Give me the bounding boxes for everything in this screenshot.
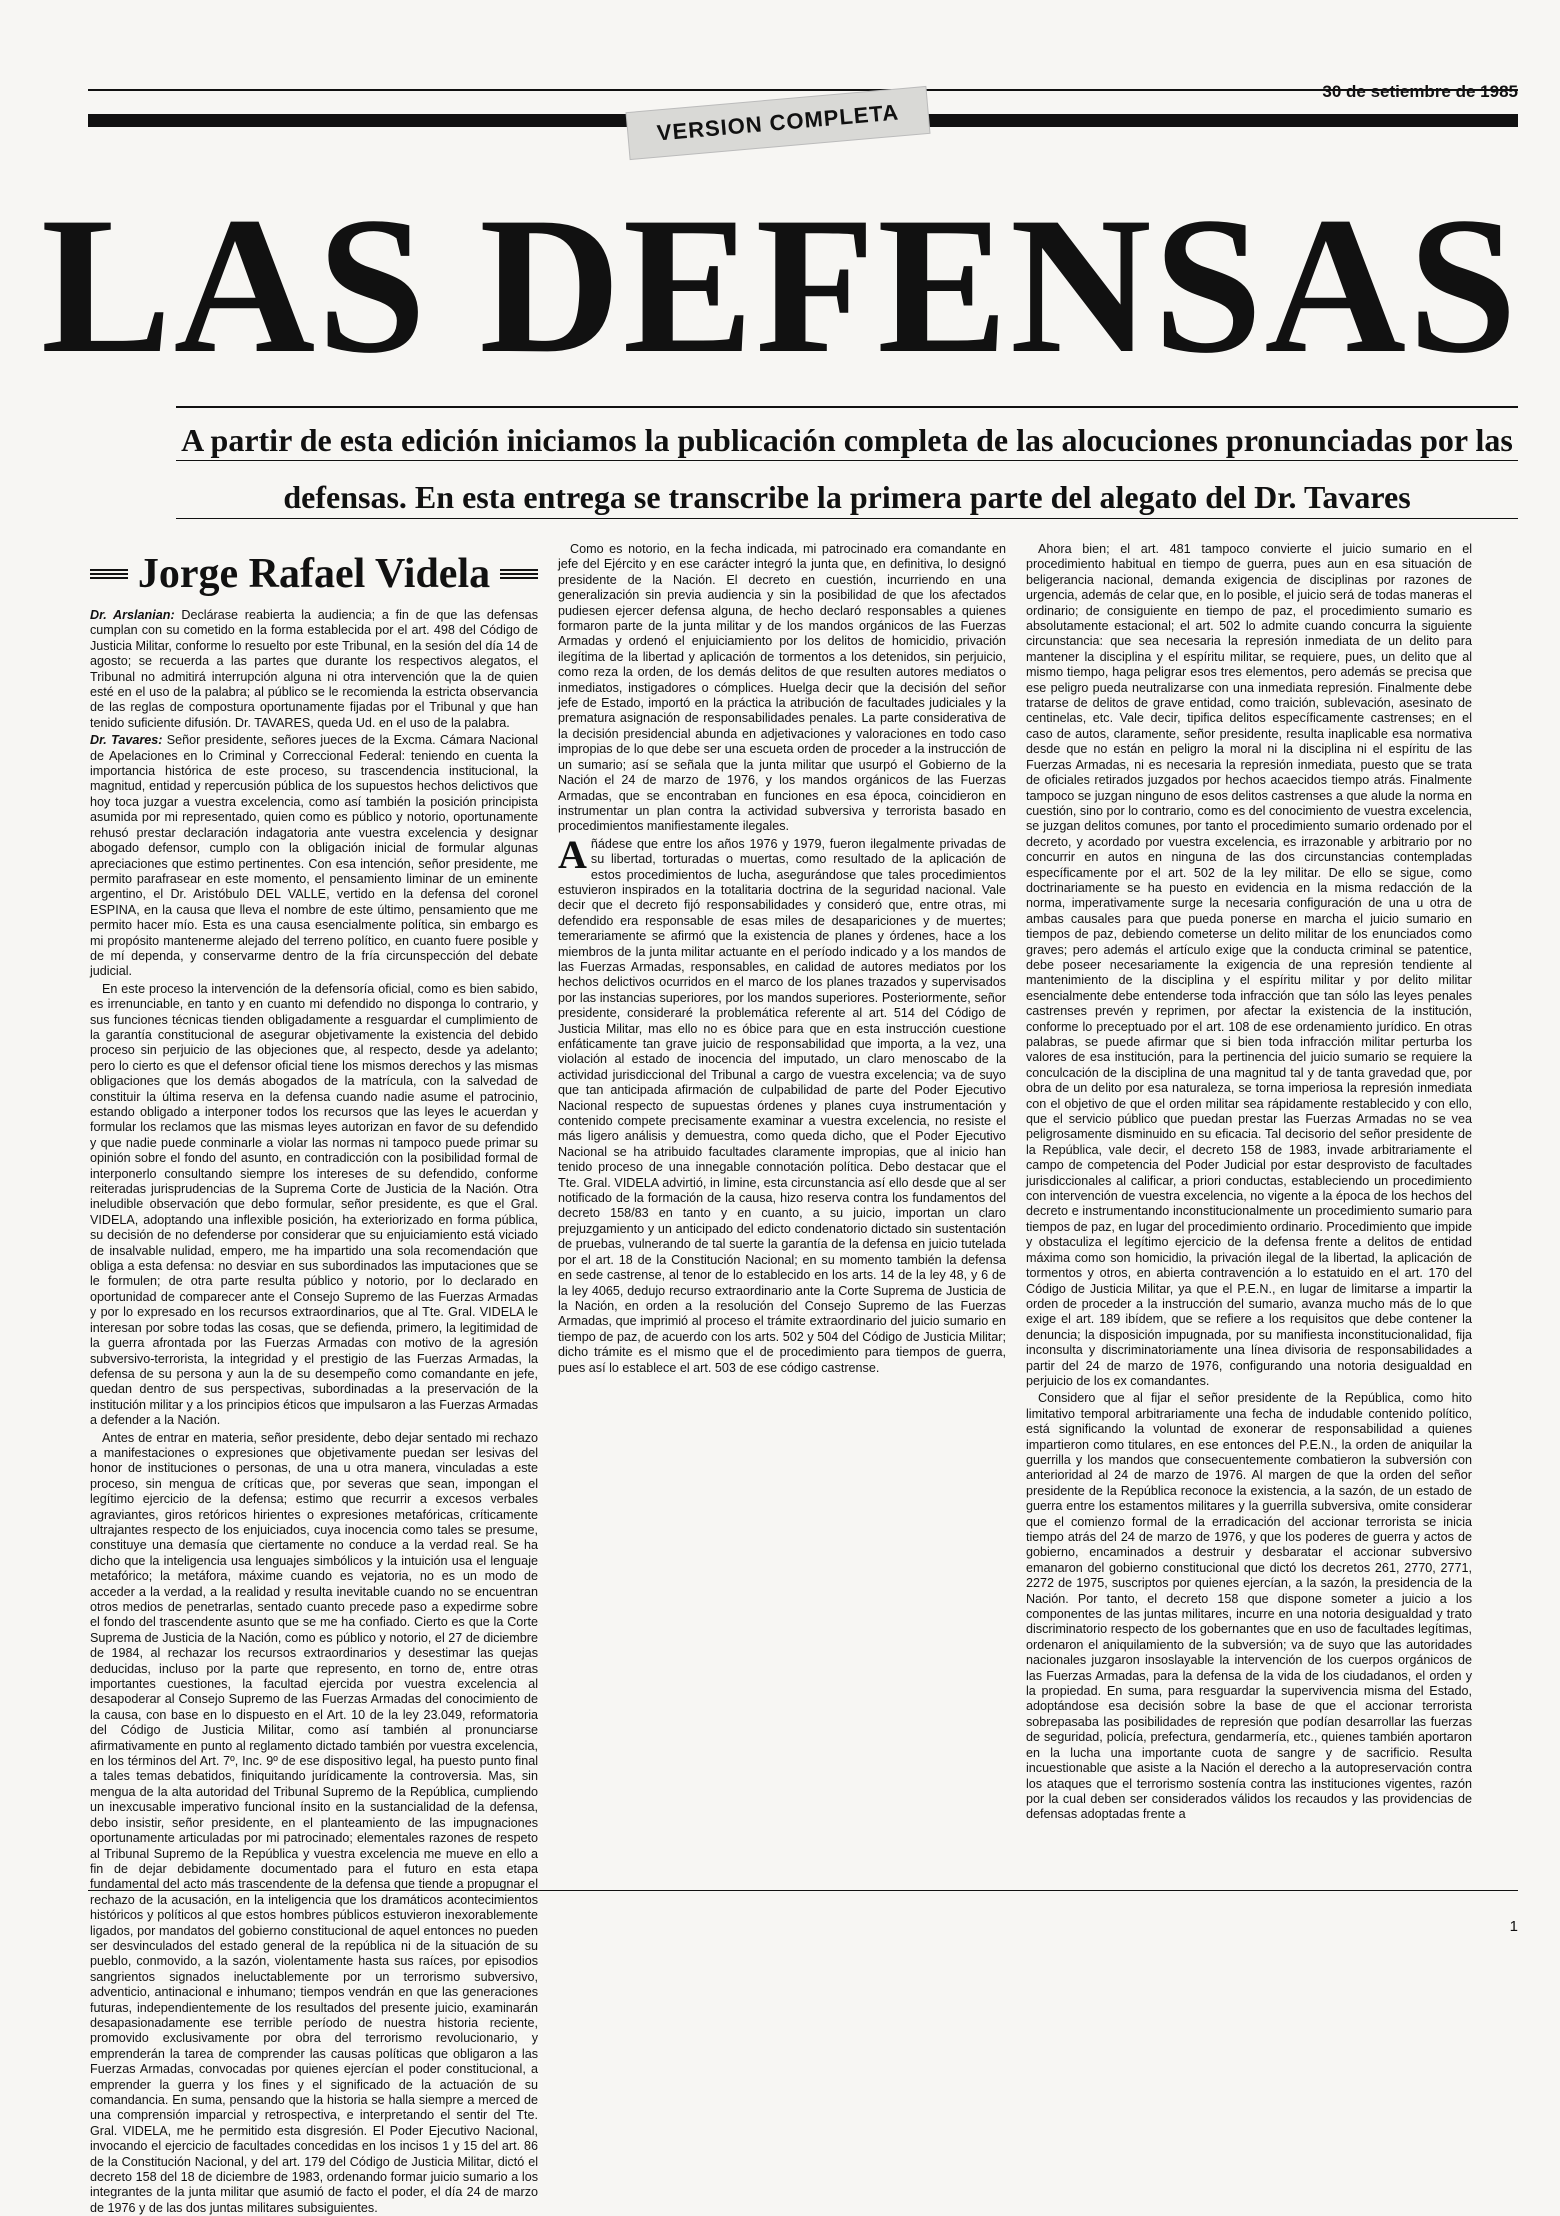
page-number: 1 bbox=[1509, 1918, 1518, 1935]
paragraph: Ahora bien; el art. 481 tampoco convierte el juicio sumario en el procedimiento habitual en tiempo de guerra, pues aun en esa situación de beligerancia nacional, demanda exigencia de disciplinas por razones de urgencia, además de celar que, en lo posible, el juicio será de todas maneras el ordinario; de consiguiente en tiempo de paz, el procedimiento sumario es absolutamente estacional; el art. 502 lo admite cuando concurra la siguiente circunstancia: que sea necesaria la represión inmediata de un delito para mantener la disciplina y el espíritu militar, se requiere, pues, un delito que al mismo tiempo, haga peligrar esos tres elementos, pero además se precisa que ese peligro pueda neutralizarse con una inmediata represión. Finalmente debe tratarse de delitos de grave entidad, como traición, sublevación, asesinato de centinelas, etc. Vale decir, tipifica delitos específicamente castrenses; en el caso de autos, claramente, señor presidente, resulta inaplicable esa normativa desde que no están en peligro la moral ni la disciplina ni el espíritu de las Fuerzas Armadas, ni es necesaria la represión inmediata, puesto que se trata de oficiales retirados juzgados por hechos acaecidos tiempo atrás. Finalmente tampoco se juzgan ninguno de esos delitos castrenses a que alude la norma en cuestión, sino por lo contrario, como es del conocimiento de vuestra excelencia, se juzgan delitos comunes, por tanto el procedimiento sumario ordenado por el decreto, y acordado por vuestra excelencia, es irrazonable y arbitrario por no concurrir en autos en ninguna de las dos circunstancias contempladas específicamente por el art. 502 de la ley militar. De ello se sigue, como doctrinariamente se ha puesto en evidencia en la misma redacción de la norma, imperativamente surge la necesaria configuración de una u otra de ambas causales para que pueda ponerse en marcha el juicio sumario en tiempos de paz, debiendo cometerse un delito militar de los enunciados como graves; pero además el artículo exige que la conducta criminal se patentice, debe poseer necesariamente la exigencia de una represión tendiente al mantenimiento de la disciplina y el espíritu militar y por delito militar esencialmente debe entenderse toda infracción que tan sólo las leyes penales castrenses prevén y reprimen, por afectar la existencia de la institución, conforme lo preceptuado por el art. 108 de ese ordenamiento jurídico. En otras palabras, se puede afirmar que si bien toda infracción militar perturba los valores de esa institución, para la pertinencia del juicio sumario se requiere la conculcación de la disciplina de una magnitud tal y de tanta gravedad que, por obra de un delito por esa naturaleza, se torna imperiosa la represión inmediata con el objetivo de que el orden militar sea rápidamente restablecido y con ello, que el servicio público que puedan prestar las Fuerzas Armadas no se vea peligrosamente disminuido en su eficacia. Tal decisorio del señor presidente de la República, vale decir, el decreto 158 de 1983, invade arbitrariamente el campo de competencia del Poder Judicial por estar desprovisto de facultades jurisdiccionales al calificar, a priori conductas, estableciendo un procedimiento con intervención de vuestra excelencia, no vigente a la época de los hechos del decreto e instrumentando inconstitucionalmente un procedimiento sumario para tiempos de paz, en lugar del procedimiento ordinario. Procedimiento que impide y obstaculiza el legítimo ejercicio de la defensa frente a delitos de entidad máxima como son homicidio, la privación ilegal de la libertad, la aplicación de tormentos y otros, en abierta contravención a lo estatuido en el art. 170 del Código de Justicia Militar, ya que el P.E.N., en lugar de limitarse a impartir la orden de proceder a la instrucción del sumario, avanza mucho más de lo que exige el art. 189 ibídem, que se refiere a los requisitos que debe contener la denuncia; la disposición impugnada, por su manifiesta inconstitucionalidad, fija inconsulta y discriminatoriamente una línea divisoria de responsabilidades a partir del 24 de marzo de 1976, configurando una notoria desigualdad en perjuicio de los ex comandantes. bbox=[1026, 542, 1472, 1388]
paragraph-text: Señor presidente, señores jueces de la Excma. Cámara Nacional de Apelaciones en lo Criminal y Correccional Federal: teniendo en cuenta la importancia histórica de este proceso, su trascendencia institucional, la magnitud, entidad y repercusión pública de los supuestos hechos delictivos que hoy toca juzgar a vuestra excelencia, como así también la posición principista asumida por mi representado, quien como es público y notorio, oportunamente rehusó prestar declaración indagatoria ante vuestra excelencia y designar abogado defensor, cumplo con la obligación inicial de formular algunas apreciaciones que estimo pertinentes. Con esa intención, señor presidente, me permito parafrasear en este momento, el pensamiento liminar de un eminente argentino, el Dr. Aristóbulo DEL VALLE, vertido en la defensa del coronel ESPINA, en la causa que lleva el nombre de este último, pensamiento que me permito hacer mío. Esta es una causa esencialmente política, sin embargo es mi propósito mantenerme alejado del terreno político, en cuanto fuere posible y de mí dependa, y conservarme dentro de la fría circunspección del debate judicial. bbox=[90, 733, 538, 979]
byline-bar-right bbox=[500, 569, 538, 579]
paragraph-text: ñádese que entre los años 1976 y 1979, fueron ilegalmente privadas de su libertad, torturadas o muertas, como resultado de la aplicación de estos procedimientos de lucha, asegurándose que tales procedimientos estuvieron inspirados en la totalitaria doctrina de la seguridad nacional. Vale decir que el decreto fijó responsabilidades y consideró que, entre otras, mi defendido era responsable de esas miles de desapariciones y de muertes; temerariamente se afirmó que la existencia de planes y órdenes, hace a los miembros de la junta militar actuante en el período indicado y a los mandos de las Fuerzas Armadas, responsables, en calidad de autores mediatos por los hechos delictivos ocurridos en el marco de los planes trazados y supervisados por las instancias superiores, por los mandos superiores. Posteriormente, señor presidente, consideraré la problemática referente al art. 514 del Código de Justicia Militar, mas ello no es óbice para que en esta instrucción cuestione enfáticamente tan grave juicio de responsabilidad que importa, a la vez, una violación al estado de inocencia del imputado, un claro menoscabo de la actividad jurisdiccional del Tribunal a cargo de vuestra excelencia; va de suyo que tan anticipada afirmación de culpabilidad de parte del Poder Ejecutivo Nacional respecto de supuestas órdenes y planes cuya instrumentación y contenido compete precisamente examinar a vuestra excelencia, no resiste el más ligero análisis y demuestra, como queda dicho, que el Poder Ejecutivo Nacional se ha atribuido facultades claramente impropias, que al inicio han tenido proceso de una innegable connotación política. Debo destacar que el Tte. Gral. VIDELA advirtió, in limine, esta circunstancia así ello desde que al ser notificado de la formación de la causa, hizo reserva contra los fundamentos del decreto 158/83 en tanto y en cuanto, a su juicio, importan un claro prejuzgamiento y un anticipado del edicto condenatorio dictado sin sustentación de pruebas, vulnerando de tal suerte la garantía de la defensa en juicio tutelada por el art. 18 de la Constitución Nacional; en su momento también la defensa en sede castrense, al tenor de lo establecido en los arts. 14 de la ley 48, y 6 de la ley 4065, dedujo recurso extraordinario ante la Corte Suprema de Justicia de la Nación, en orden a la resolución del Consejo Supremo de las Fuerzas Armadas, que imprimió al proceso el trámite extraordinario del juicio sumario en tiempo de paz, de acuerdo con los arts. 502 y 504 del Código de Justicia Militar; dicho trámite es el mismo que el de procedimiento para tiempos de guerra, pues así lo establece el art. 503 de ese código castrense. bbox=[558, 836, 1006, 1375]
article-column-3 bbox=[1026, 542, 1472, 1862]
paragraph: En este proceso la intervención de la defensoría oficial, como es bien sabido, es irrenunciable, en tanto y en cuanto mi defendido no disponga lo contrario, y sus funciones técnicas tienden obligadamente a resguardar el cumplimiento de la garantía constitucional de asegurar objetivamente la existencia del debido proceso sin perjuicio de las objeciones que, al respecto, desde ya adelanto; pero lo cierto es que el defensor oficial tiene los mismos derechos y las mismas obligaciones que los demás abogados de la matrícula, con la salvedad de constituir la última reserva en la defensa cuando nadie asume el patrocinio, estando obligado a interponer todos los recursos que las leyes le acuerdan y formular los reclamos que las mismas leyes autorizan en favor de su defendido y que nadie puede conminarle a violar las normas ni tampoco puede primar su opinión sobre el fondo del asunto, en contradicción con la posibilidad formal de interponerlo consultando siempre los intereses de su defendido, conforme reiteradas jurisprudencias de la Suprema Corte de Justicia de la Nación. Otra ineludible observación que debo formular, señor presidente, es que el Gral. VIDELA, adoptando una inflexible posición, ha exteriorizado en forma pública, su decisión de no defenderse por considerar que su enjuiciamiento está viciado de insalvable nulidad, empero, me ha impartido una sola recomendación que obliga a esta defensa: no desviar en sus subordinados las imputaciones que se le formulen; de otra parte resulta público y notorio, por lo declarado en oportunidad de comparecer ante el Consejo Supremo de las Fuerzas Armadas y por lo expresado en los recursos extraordinarios, que al Tte. Gral. VIDELA le interesan por sobre todas las cosas, que se defienda, primero, la legitimidad de la guerra afrontada por las Fuerzas Armadas con motivo de la agresión subversivo-terrorista, la integridad y el prestigio de las Fuerzas Armadas, la defensa de su persona y aun la de su desempeño como comandante en jefe, quedan dentro de sus perspectivas, subordinadas a la preservación de la institución militar y a los principios éticos que impulsaron a las Fuerzas Armadas a defender a la Nación. bbox=[90, 981, 538, 1428]
paragraph: Considero que al fijar el señor presidente de la República, como hito limitativo temporal arbitrariamente una fecha de indudable contenido político, está significando la voluntad de exonerar de responsabilidad a quienes impartieron como titulares, en ese entonces del P.E.N., la orden de aniquilar la guerrilla y los mandos que consecuentemente combatieron la subversión con anterioridad al 24 de marzo de 1976. Al margen de que la orden del señor presidente de la República reconoce la existencia, a la sazón, de un estado de guerra entre los estamentos militares y la guerrilla subversiva, omite considerar que el comienzo formal de la erradicación del accionar terrorista se inicia tiempo atrás del 24 de marzo de 1976, y que los poderes de guerra y actos de gobierno, encaminados a destruir y desbaratar el accionar subversivo emanaron del gobierno constitucional que dictó los decretos 261, 2770, 2771, 2272 de 1975, suscriptos por quienes ejercían, a la sazón, la presidencia de la Nación. Por tanto, el decreto 158 que dispone someter a juicio a los componentes de las juntas militares, incurre en una notoria desigualdad y trato discriminatorio respecto de los gobernantes que en uso de facultades legítimas, ordenaron el aniquilamiento de la subversión; va de suyo que las autoridades nacionales juzgaron insoslayable la intervención de los cuerpos orgánicos de las Fuerzas Armadas, para la defensa de la vida de los ciudadanos, el orden y la propiedad. En suma, para resguardar la supervivencia misma del Estado, adoptándose esa decisión sobre la base de que el accionar terrorista sobrepasaba las posibilidades de represión que podían desarrollar las fuerzas de seguridad, policía, prefectura, gendarmería, etc., quienes también aportaron en la lucha una importante cuota de sangre y de sacrificio. Resulta incuestionable que asiste a la Nación el derecho a la autopreservación contra los ataques que el terrorismo sostenía contra las instituciones vigentes, razón por la cual deben ser considerados válidos los recaudos y las providencias de defensas adoptadas frente a bbox=[1026, 1391, 1472, 1822]
byline-bar-left bbox=[90, 569, 128, 579]
byline bbox=[90, 548, 538, 600]
paragraph: Como es notorio, en la fecha indicada, mi patrocinado era comandante en jefe del Ejército y en ese carácter integró la junta que, en definitiva, lo designó presidente de la Nación. El decreto en cuestión, incurriendo en una generalización sin previa audiencia y sin la posibilidad de que los afectados pudiesen ejercer defensa alguna, de hecho declaró responsables a quienes formaron parte de la junta militar y de los mandos orgánicos de las Fuerzas Armadas y ordenó el enjuiciamiento por los delitos de homicidio, privación ilegítima de la libertad y aplicación de tormentos a los detenidos, sin perjuicio, como reza la orden, de los demás delitos de que resulten autores mediatos o inmediatos, instigadores o cómplices. Huelga decir que la decisión del señor jefe de Estado, importó en la práctica la atribución de facultades judiciales y la prematura asignación de responsabilidades penales. La parte considerativa de la decisión presidencial abunda en adjetivaciones y valoraciones en todo caso impropias de lo que debe ser una escueta orden de proceder a la instrucción de un sumario; así se señala que la junta militar que usurpó el Gobierno de la Nación el 24 de marzo de 1976, y los mandos orgánicos de las Fuerzas Armadas, que se encontraban en funciones en esa época, coincidieron en instrumentar un plan contra la actividad subversiva y terrorista basado en procedimientos manifiestamente ilegales. bbox=[558, 542, 1006, 834]
article-column-1 bbox=[90, 548, 538, 2215]
headline: LAS DEFENSAS bbox=[40, 177, 1520, 394]
speaker-tavares: Dr. Tavares: bbox=[90, 733, 163, 748]
paragraph bbox=[558, 831, 1006, 1376]
speaker-arslanian: Dr. Arslanian: bbox=[90, 608, 175, 622]
article-column-2 bbox=[558, 542, 1006, 1862]
issue-date: 30 de setiembre de 1985 bbox=[1322, 82, 1518, 101]
version-stamp: VERSION COMPLETA bbox=[627, 87, 930, 159]
subtitle-rule-top bbox=[176, 406, 1518, 408]
paragraph bbox=[90, 608, 538, 731]
paragraph-text: Declárase reabierta la audiencia; a fin de que las defensas cumplan con su cometido en la forma establecida por el art. 498 del Código de Justicia Militar, conforme lo resuelto por este Tribunal, en la sesión del día 14 de agosto; se recuerda a las partes que durante los respectivos alegatos, el Tribunal no admitirá interrupción alguna ni otra intervención que la de quien esté en el uso de la palabra; al público se le recomienda la estricta observancia de las reglas de compostura oportunamente fijadas por el Tribunal y que han tenido suficiente difusión. Dr. TAVARES, queda Ud. en el uso de la palabra. bbox=[90, 608, 538, 730]
top-rule bbox=[88, 89, 1518, 91]
paragraph: Antes de entrar en materia, señor presidente, debo dejar sentado mi rechazo a manifestaciones o expresiones que objetivamente puedan ser lesivas del honor de instituciones o personas, de una u otra manera, vinculadas a este proceso, sin mengua de críticas que, por severas que sean, impongan el legítimo ejercicio de la defensa; estimo que recurrir a excesos verbales agraviantes, giros retóricos hirientes o expresiones metafóricas, críticamente ultrajantes respecto de los enjuiciados, cuya inocencia como tales se presume, constituye una demasía que ciertamente no conduce a la verdad real. Se ha dicho que la inteligencia usa lenguajes simbólicos y la intuición usa el lenguaje metafórico; la metáfora, máxime cuando es vejatoria, no es un modo de acceder a la verdad, a la realidad y resulta inevitable cuando no se encuentran otros medios de penetrarlas, sentado cuanto precede paso a expedirme sobre el fondo del trascendente asunto que se me ha confiado. Cierto es que la Corte Suprema de Justicia de la Nación, como es público y notorio, el 27 de diciembre de 1984, al rechazar los recursos extraordinarios y desestimar las quejas deducidas, incluso por la parte que represento, en torno de, entre otras importantes cuestiones, la facultad ejercida por vuestra excelencia al desapoderar al Consejo Supremo de las Fuerzas Armadas del conocimiento de la causa, con base en lo dispuesto en el Art. 10 de la ley 23.049, reformatoria del Código de Justicia Militar, como así también al pronunciarse afirmativamente en punto al reglamento dictado también por vuestra excelencia, en los términos del Art. 7º, Inc. 9º de ese dispositivo legal, ha puesto punto final a tales temas debatidos, finiquitando jurídicamente la controversia. Mas, sin mengua de la alta autoridad del Tribunal Supremo de la República, cumpliendo un inexcusable imperativo funcional ínsito en la sustancialidad de la defensa, debo insistir, señor presidente, en el planteamiento de las impugnaciones oportunamente articuladas por mi patrocinado; elementales razones de respeto al Tribunal Supremo de la República y vuestra excelencia me mueve en ello a fin de dejar debidamente documentado para el futuro en esta etapa fundamental del acto más trascendente de la defensa que tiende a propugnar el rechazo de la acusación, en la inteligencia que los dramáticos acontecimientos históricos y políticos al que estos hombres públicos estuvieron inexorablemente ligados, por mandatos del gobierno constitucional de aquel entonces no pueden ser desvinculados del estado general de la república ni de la situación de su pueblo, conmovido, a la sazón, violentamente hasta sus raíces, por episodios sangrientos signados ineluctablemente por un terrorismo subversivo, adventicio, antinacional e inhumano; tiempos vendrán en que las generaciones futuras, independientemente de los resultados del presente juicio, examinarán desapasionadamente ese terrible período de nuestra historia reciente, promovido exclusivamente por obra del terrorismo revolucionario, y emprenderán la tarea de comprender las causas políticas que obligaron a las Fuerzas Armadas, convocadas por quienes ejercían el poder constitucional, a emprender la guerra y los fines y el significado de la actuación de su comandancia. En suma, pensando que la historia se halla siempre a merced de una comprensión imparcial y retrospectiva, e interpretando el sentir del Tte. Gral. VIDELA, me he permitido esta disgresión. El Poder Ejecutivo Nacional, invocando el ejercicio de facultades concedidas en los incisos 1 y 15 del art. 86 de la Constitución Nacional, y del art. 179 del Código de Justicia Militar, dictó el decreto 158 del 18 de diciembre de 1983, ordenando formar juicio sumario a los integrantes de la junta militar que asumió de facto el poder, el día 24 de marzo de 1976 y de las dos juntas militares subsiguientes. bbox=[90, 1430, 538, 2215]
paragraph bbox=[90, 733, 538, 980]
byline-name: Jorge Rafael Videla bbox=[137, 551, 491, 597]
bottom-rule bbox=[88, 1890, 1518, 1891]
drop-cap: A bbox=[558, 831, 587, 877]
subtitle: A partir de esta edición iniciamos la publicación completa de las alocuciones pronunciadas por las defensas. En esta entrega se transcribe la primera parte del alegato del Dr. Tavares bbox=[181, 422, 1513, 515]
